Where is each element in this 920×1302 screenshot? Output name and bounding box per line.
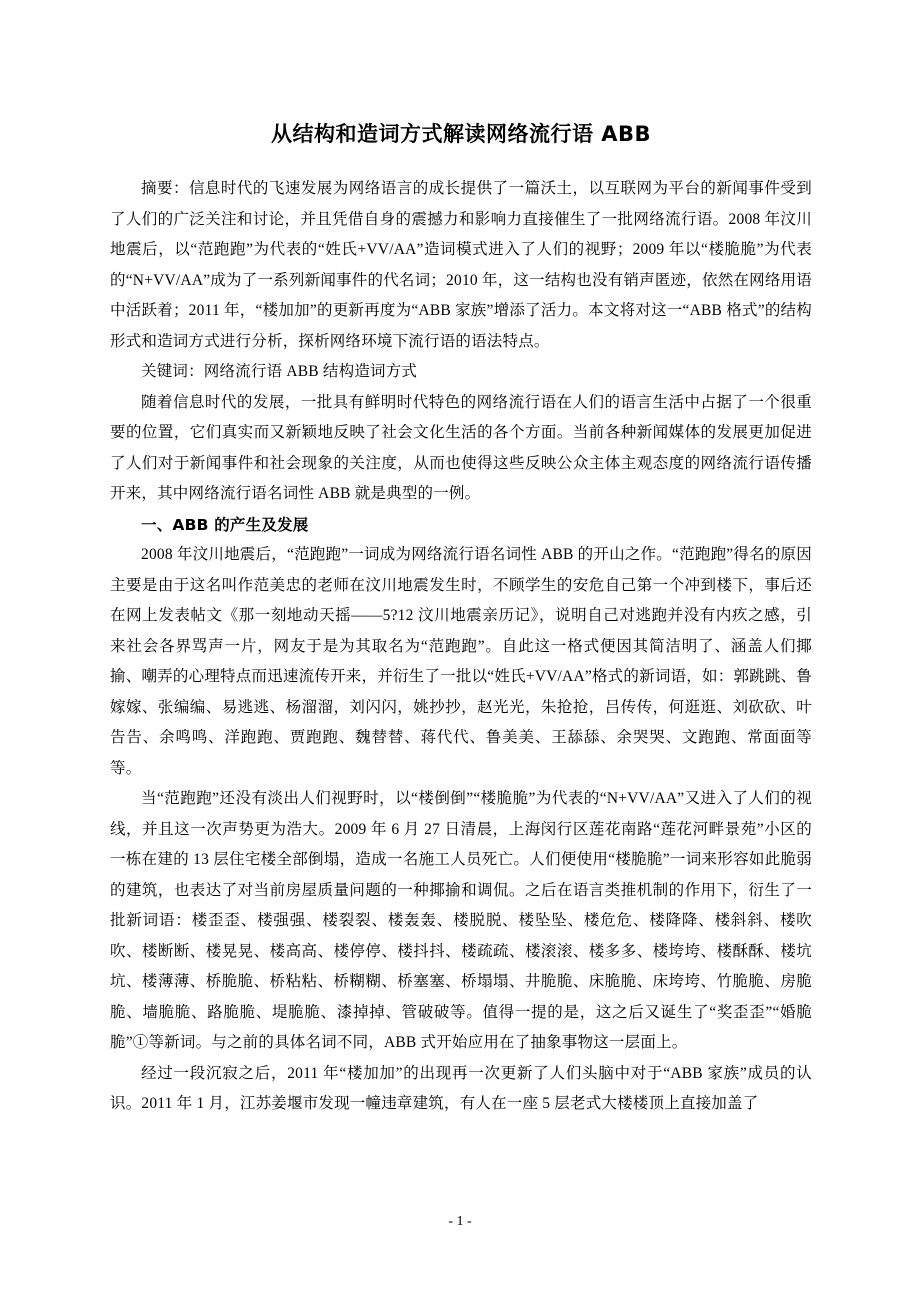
paragraph-2008-wenchuan: 2008 年汶川地震后，“范跑跑”一词成为网络流行语名词性 ABB 的开山之作。“范跑跑”得名的原因主要是由于这名叫作范美忠的老师在汶川地震发生时，不顾学生的安危自己第一个冲到楼下，事后还在网上发表帖文《那一刻地动天摇——5?12 汶川地震亲历记》，说明自己对逃跑并没有内疚之感，引来社会各界骂声一片，网友于是为其取名为“范跑跑”。自此这一格式便因其简洁明了、涵盖人们揶揄、嘲弄的心理特点而迅速流传开来，并衍生了一批以“姓氏+VV/AA”格式的新词语，如：郭跳跳、鲁嫁嫁、张编编、易逃逃、杨溜溜，刘闪闪，姚抄抄，赵光光，朱抢抢，吕传传，何逛逛、刘砍砍、叶告告、余鸣鸣、洋跑跑、贾跑跑、魏替替、蒋代代、鲁美美、王舔舔、余哭哭、文跑跑、常面面等等。 xyxy=(110,546,812,777)
paragraph-2011-loujiajia: 经过一段沉寂之后，2011 年“楼加加”的出现再一次更新了人们头脑中对于“ABB 家族”成员的认识。2011 年 1 月，江苏姜堰市发现一幢违章建筑，有人在一座 5 层老式大楼楼顶上直接加盖了 xyxy=(110,1064,812,1112)
document-title: 从结构和造词方式解读网络流行语 ABB xyxy=(270,122,652,146)
paragraph-intro: 随着信息时代的发展，一批具有鲜明时代特色的网络流行语在人们的语言生活中占据了一个很重要的位置，它们真实而又新颖地反映了社会文化生活的各个方面。当前各种新闻媒体的发展更加促进了人们对于新闻事件和社会现象的关注度，从而也使得这些反映公众主体主观态度的网络流行语传播开来，其中网络流行语名词性 ABB 就是典型的一例。 xyxy=(110,393,812,502)
paragraph-loucuicui: 当“范跑跑”还没有淡出人们视野时，以“楼倒倒”“楼脆脆”为代表的“N+VV/AA”又进入了人们的视线，并且这一次声势更为浩大。2009 年 6 月 27 日清晨，上海闵行区莲花南路“莲花河畔景苑”小区的一栋在建的 13 层住宅楼全部倒塌，造成一名施工人员死亡。人们便使用“楼脆脆”一词来形容如此脆弱的建筑，也表达了对当前房屋质量问题的一种揶揄和调侃。之后在语言类推机制的作用下，衍生了一批新词语：楼歪歪、楼强强、楼裂裂、楼轰轰、楼脱脱、楼坠坠、楼危危、楼降降、楼斜斜、楼吹吹、楼断断、楼晃晃、楼高高、楼停停、楼抖抖、楼疏疏、楼滚滚、楼多多、楼垮垮、楼酥酥、楼坑坑、楼薄薄、桥脆脆、桥粘粘、桥糊糊、桥塞塞、桥塌塌、井脆脆、床脆脆、床垮垮、竹脆脆、房脆脆、墙脆脆、路脆脆、堤脆脆、漆掉掉、管破破等。值得一提的是，这之后又诞生了“奖歪歪”“婚脆脆”①等新词。与之前的具体名词不同，ABB 式开始应用在了抽象事物这一层面上。 xyxy=(110,790,812,1051)
paragraph-abstract: 摘要：信息时代的飞速发展为网络语言的成长提供了一篇沃土，以互联网为平台的新闻事件受到了人们的广泛关注和讨论，并且凭借自身的震撼力和影响力直接催生了一批网络流行语。2008 年汶川地震后，以“范跑跑”为代表的“姓氏+VV/AA”造词模式进入了人们的视野；2009 年以“楼脆脆”为代表的“N+VV/AA”成为了一系列新闻事件的代名词；2010 年，这一结构也没有销声匿迹，依然在网络用语中活跃着；2011 年，“楼加加”的更新再度为“ABB 家族”增添了活力。本文将对这一“ABB 格式”的结构形式和造词方式进行分析，探析网络环境下流行语的语法特点。 xyxy=(110,180,812,350)
section-heading-1: 一、ABB 的产生及发展 xyxy=(141,515,309,534)
paragraph-keywords: 关键词：网络流行语 ABB 结构造词方式 xyxy=(141,363,418,380)
page-number: - 1 - xyxy=(448,1214,472,1229)
